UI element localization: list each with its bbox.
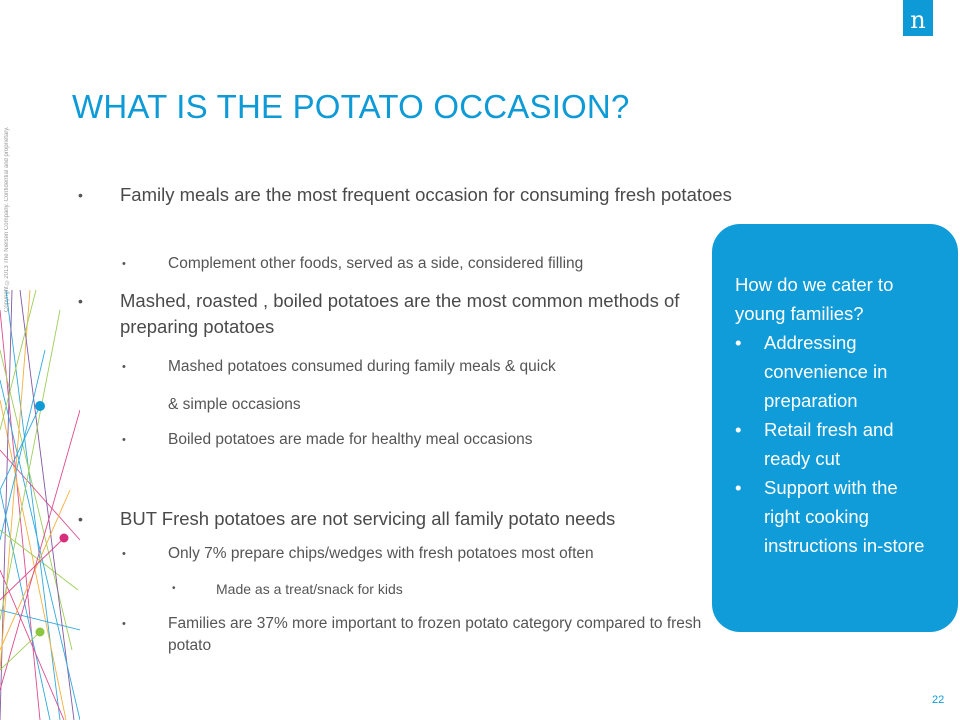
bullet-item (78, 288, 700, 340)
sub-bullet-continuation: & simple occasions (168, 396, 301, 413)
bullet-dot: • (172, 583, 176, 594)
bullet-dot: • (122, 548, 126, 560)
bullet-text: Only 7% prepare chips/wedges with fresh potatoes most often (168, 545, 594, 562)
sub-bullet-item (122, 253, 728, 275)
bullet-dot: • (122, 434, 126, 446)
sub-bullet-item (122, 356, 728, 378)
bullet-text: Boiled potatoes are made for healthy meal occasions (168, 431, 533, 448)
green-dot-icon (36, 628, 45, 637)
pink-dot-icon (60, 534, 69, 543)
bullet-text: Mashed, roasted , boiled potatoes are the most common methods of preparing potatoes (120, 290, 680, 337)
callout-question: How do we cater to young families? (735, 274, 894, 324)
bullet-dot: • (122, 361, 126, 373)
bullet-dot: • (78, 293, 83, 309)
bullet-dot: • (78, 187, 83, 203)
bullet-item (78, 506, 770, 532)
callout-item: • Support with the right cooking instructions in-store (735, 473, 932, 560)
bullet-item (78, 182, 770, 208)
bullet-text: Made as a treat/snack for kids (216, 581, 403, 597)
bullet-text: Complement other foods, served as a side, considered filling (168, 255, 584, 272)
callout-item: • Addressing convenience in preparation (735, 328, 932, 415)
slide-title: WHAT IS THE POTATO OCCASION? (72, 88, 630, 125)
bullet-dot: • (122, 618, 126, 630)
bullet-text: Mashed potatoes consumed during family meals & quick (168, 358, 556, 375)
sub-bullet-item (122, 429, 728, 451)
blue-dot-icon (35, 401, 45, 411)
callout-list (735, 328, 932, 560)
bullet-text: BUT Fresh potatoes are not servicing all family potato needs (120, 508, 616, 529)
callout-box (712, 224, 958, 632)
nielsen-logo: n (903, 0, 933, 36)
bullet-dot: • (78, 511, 83, 527)
copyright-notice: Copyright ©2013 The Nielsen Company. Confidential and proprietary. (4, 126, 10, 312)
sub-bullet-item (122, 543, 728, 565)
sub-sub-bullet-item (172, 579, 716, 599)
bullet-dot: • (122, 258, 126, 270)
sub-bullet-item (122, 613, 708, 657)
callout-item: • Retail fresh and ready cut (735, 415, 932, 473)
decorative-line-art (0, 290, 80, 720)
page-number: 22 (932, 694, 945, 706)
bullet-text: Families are 37% more important to frozen potato category compared to fresh potato (168, 615, 702, 654)
bullet-text: Family meals are the most frequent occasion for consuming fresh potatoes (120, 184, 732, 205)
